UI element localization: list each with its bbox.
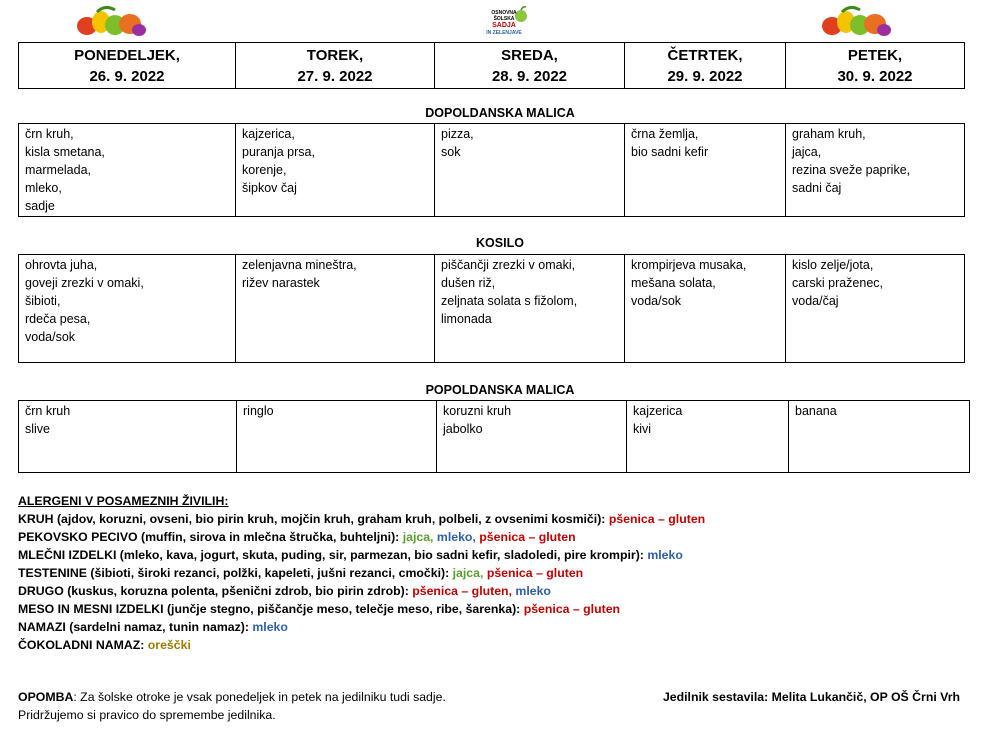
allergens-section: [18, 492, 705, 654]
allergen-row-dairy: [18, 546, 705, 564]
allergen-row-other: [18, 582, 705, 600]
day-name: PETEK,: [847, 47, 903, 64]
menu-item: krompirjeva musaka,: [631, 258, 747, 272]
morning-wednesday-cell: [435, 124, 625, 217]
menu-item: marmelada,: [25, 163, 91, 177]
menu-item: mleko,: [25, 181, 62, 195]
morning-monday-cell: [19, 124, 236, 217]
menu-item: graham kruh,: [792, 127, 866, 141]
logo-text-2: ŠOLSKA: [493, 16, 515, 22]
logo-text-1: OSNOVNA: [491, 10, 517, 16]
menu-item: mešana solata,: [631, 276, 716, 290]
menu-item: koruzni kruh: [443, 404, 512, 418]
allergen-value: jajca,: [402, 530, 437, 544]
afternoon-monday-cell: [19, 401, 237, 473]
menu-item: slive: [25, 422, 51, 436]
allergen-row-spreads: [18, 618, 705, 636]
menu-item: kisla smetana,: [25, 145, 105, 159]
allergen-label: ČOKOLADNI NAMAZ:: [18, 638, 145, 652]
day-header-friday: [786, 43, 965, 89]
menu-item: banana: [795, 404, 837, 418]
allergen-value: pšenica – gluten: [486, 566, 584, 580]
menu-author: Jedilnik sestavila: Melita Lukančič, OP OŠ Črni Vrh: [662, 690, 960, 704]
menu-item: sok: [441, 145, 461, 159]
allergens-title: ALERGENI V POSAMEZNIH ŽIVILIH:: [18, 494, 229, 508]
allergen-label: PEKOVSKO PECIVO (muffin, sirova in mlečna štručka, buhteljni):: [18, 530, 400, 544]
menu-item: voda/sok: [25, 330, 76, 344]
menu-item: šipkov čaj: [242, 181, 297, 195]
allergen-value: mleko: [252, 620, 288, 634]
menu-item: dušen riž,: [441, 276, 496, 290]
afternoon-wednesday-cell: [437, 401, 627, 473]
menu-item: pizza,: [441, 127, 474, 141]
menu-item: kajzerica,: [242, 127, 295, 141]
allergen-value: pšenica – gluten: [608, 512, 706, 526]
menu-item: carski praženec,: [792, 276, 884, 290]
menu-item: zeljnata solata s fižolom,: [441, 294, 578, 308]
day-header-table: [18, 42, 965, 89]
afternoon-tuesday-cell: [237, 401, 437, 473]
day-name: TOREK,: [306, 47, 364, 64]
day-name: PONEDELJEK,: [74, 47, 180, 64]
menu-item: goveji zrezki v omaki,: [25, 276, 144, 290]
day-header-tuesday: [236, 43, 435, 89]
day-date: 30. 9. 2022: [837, 68, 913, 85]
section-title-lunch: KOSILO: [476, 236, 524, 250]
lunch-tuesday-cell: [236, 255, 435, 363]
menu-item: jabolko: [443, 422, 483, 436]
day-date: 27. 9. 2022: [297, 68, 373, 85]
allergen-label: MESO IN MESNI IZDELKI (junčje stegno, piščančje meso, telečje meso, ribe, šarenka):: [18, 602, 521, 616]
day-header-monday: [19, 43, 236, 89]
afternoon-thursday-cell: [627, 401, 789, 473]
allergen-value: jajca,: [452, 566, 487, 580]
menu-item: šibioti,: [25, 294, 61, 308]
allergen-row-pastry: [18, 528, 705, 546]
menu-item: kivi: [633, 422, 652, 436]
day-date: 26. 9. 2022: [89, 68, 165, 85]
menu-item: ohrovta juha,: [25, 258, 98, 272]
lunch-table: [18, 254, 965, 363]
allergen-row-bread: [18, 510, 705, 528]
menu-item: voda/čaj: [792, 294, 839, 308]
menu-item: kajzerica: [633, 404, 683, 418]
menu-item: ringlo: [243, 404, 274, 418]
menu-item: sadje: [25, 199, 55, 213]
day-date: 29. 9. 2022: [667, 68, 743, 85]
lunch-friday-cell: [786, 255, 965, 363]
allergen-value: mleko: [515, 584, 551, 598]
afternoon-friday-cell: [789, 401, 970, 473]
morning-snack-table: [18, 123, 965, 217]
menu-item: zelenjavna mineštra,: [242, 258, 357, 272]
allergen-value: pšenica – gluten: [479, 530, 576, 544]
allergen-value: mleko,: [436, 530, 480, 544]
menu-item: voda/sok: [631, 294, 682, 308]
logo-text-4: IN ZELENJAVE: [486, 30, 522, 36]
menu-item: črna žemlja,: [631, 127, 699, 141]
menu-item: rezina sveže paprike,: [792, 163, 911, 177]
lunch-wednesday-cell: [435, 255, 625, 363]
morning-thursday-cell: [625, 124, 786, 217]
allergen-label: KRUH (ajdov, koruzni, ovseni, bio pirin kruh, mojčin kruh, graham kruh, polbeli, z ovsenimi kosmiči):: [18, 512, 606, 526]
allergen-row-chocolate-spread: [18, 636, 705, 654]
morning-friday-cell: [786, 124, 965, 217]
note-line-2: Pridržujemo si pravico do spremembe jedilnika.: [18, 708, 276, 722]
section-title-afternoon-snack: POPOLDANSKA MALICA: [425, 383, 575, 397]
allergen-label: DRUGO (kuskus, koruzna polenta, pšenični zdrob, bio pirin zdrob):: [18, 584, 409, 598]
day-name: ČETRTEK,: [667, 47, 743, 64]
menu-item: jajca,: [792, 145, 822, 159]
fruit-basket-logo-left: [75, 4, 147, 38]
allergen-value: oreščki: [147, 638, 191, 652]
allergen-label: TESTENINE (šibioti, široki rezanci, polžki, kapeleti, jušni rezanci, cmočki):: [18, 566, 450, 580]
menu-item: limonada: [441, 312, 492, 326]
morning-tuesday-cell: [236, 124, 435, 217]
lunch-thursday-cell: [625, 255, 786, 363]
menu-item: puranja prsa,: [242, 145, 315, 159]
afternoon-snack-table: [18, 400, 970, 473]
menu-item: rdeča pesa,: [25, 312, 91, 326]
allergen-row-pasta: [18, 564, 705, 582]
menu-item: sadni čaj: [792, 181, 842, 195]
note-line-1: : Za šolske otroke je vsak ponedeljek in petek na jedilniku tudi sadje.: [73, 690, 446, 704]
menu-item: korenje,: [242, 163, 287, 177]
day-header-wednesday: [435, 43, 625, 89]
section-title-morning-snack: DOPOLDANSKA MALICA: [425, 106, 575, 120]
allergen-row-meat: [18, 600, 705, 618]
logo-text-3: SADJA: [492, 22, 516, 29]
menu-item: črn kruh: [25, 404, 71, 418]
allergen-label: MLEČNI IZDELKI (mleko, kava, jogurt, skuta, puding, sir, parmezan, bio sadni kefir, sladoledi, pire krompir):: [18, 548, 644, 562]
allergen-label: NAMAZI (sardelni namaz, tunin namaz):: [18, 620, 249, 634]
day-name: SREDA,: [501, 47, 558, 64]
menu-item: kislo zelje/jota,: [792, 258, 874, 272]
day-header-thursday: [625, 43, 786, 89]
allergen-value: pšenica – gluten: [523, 602, 621, 616]
allergen-value: mleko: [647, 548, 683, 562]
school-fruit-scheme-logo: [478, 4, 530, 40]
menu-item: črn kruh,: [25, 127, 74, 141]
day-date: 28. 9. 2022: [491, 68, 568, 85]
note-label: OPOMBA: [18, 690, 74, 704]
footer-note: [18, 688, 446, 724]
menu-item: bio sadni kefir: [631, 145, 709, 159]
allergen-value: pšenica – gluten,: [412, 584, 516, 598]
menu-item: piščančji zrezki v omaki,: [441, 258, 576, 272]
lunch-monday-cell: [19, 255, 236, 363]
fruit-basket-logo-right: [820, 4, 892, 38]
menu-item: rižev narastek: [242, 276, 320, 290]
